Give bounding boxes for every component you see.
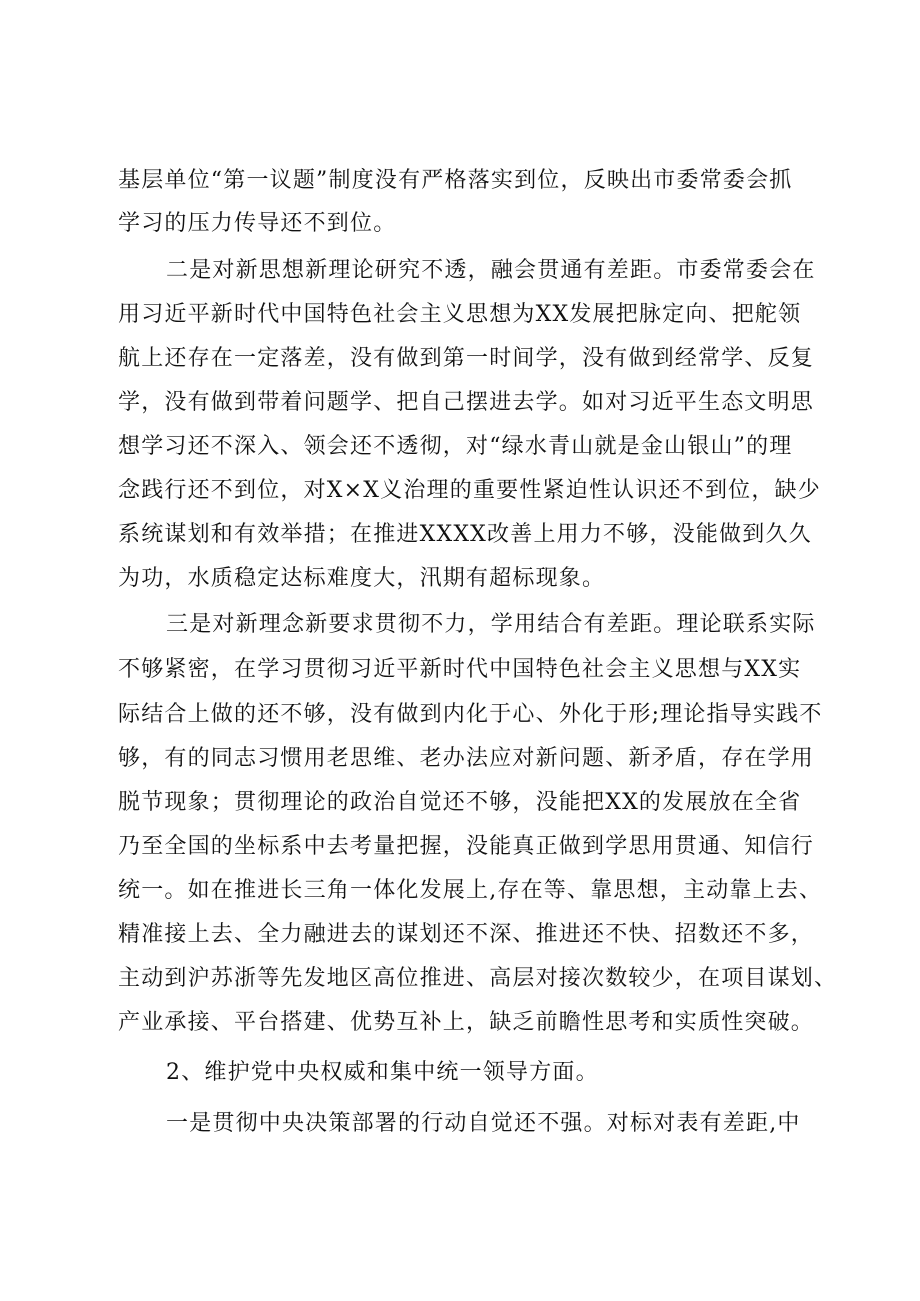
paragraph-start-line: 二是对新思想新理论研究不透，融会贯通有差距。市委常委会在 <box>166 258 816 283</box>
text-line: 想学习还不深入、领会还不透彻，对“绿水青山就是金山银山”的理 <box>118 434 793 459</box>
text-line: 为功，水质稳定达标难度大，汛期有超标现象。 <box>118 566 606 591</box>
text-line: 学习的压力传导还不到位。 <box>118 211 397 236</box>
text-line: 统一。如在推进长三角一体化发展上,存在等、靠思想，主动靠上去、 <box>118 878 823 903</box>
text-line: 念践行还不到位，对X×X义治理的重要性紧迫性认识还不到位，缺少 <box>118 478 821 503</box>
text-line: 精准接上去、全力融进去的谋划还不深、推进还不快、招数还不多， <box>118 922 815 947</box>
text-line: 乃至全国的坐标系中去考量把握，没能真正做到学思用贯通、知信行 <box>118 834 815 859</box>
section-heading: 2、维护党中央权威和集中统一领导方面。 <box>166 1060 599 1085</box>
text-line: 系统谋划和有效举措；在推进XXXX改善上用力不够，没能做到久久 <box>118 522 812 547</box>
text-line: 航上还存在一定落差，没有做到第一时间学，没有做到经常学、反复 <box>118 346 815 371</box>
text-line: 基层单位“第一议题”制度没有严格落实到位，反映出市委常委会抓 <box>118 168 793 193</box>
text-line: 脱节现象；贯彻理论的政治自觉还不够，没能把XX的发展放在全省 <box>118 790 802 815</box>
text-line: 际结合上做的还不够，没有做到内化于心、外化于形;理论指导实践不 <box>118 702 823 727</box>
paragraph-start-line: 一是贯彻中央决策部署的行动自觉还不强。对标对表有差距,中 <box>166 1111 801 1136</box>
text-line: 不够紧密，在学习贯彻习近平新时代中国特色社会主义思想与XX实 <box>118 657 802 682</box>
paragraph-start-line: 三是对新理念新要求贯彻不力，学用结合有差距。理论联系实际 <box>166 612 816 637</box>
text-line: 用习近平新时代中国特色社会主义思想为XX发展把脉定向、把舵领 <box>118 302 802 327</box>
text-line: 主动到沪苏浙等先发地区高位推进、高层对接次数较少，在项目谋划、 <box>118 966 838 991</box>
text-line: 够，有的同志习惯用老思维、老办法应对新问题、新矛盾，存在学用 <box>118 746 815 771</box>
text-line: 产业承接、平台搭建、优势互补上，缺乏前瞻性思考和实质性突破。 <box>118 1010 815 1035</box>
text-line: 学，没有做到带着问题学、把自己摆进去学。如对习近平生态文明思 <box>118 390 815 415</box>
